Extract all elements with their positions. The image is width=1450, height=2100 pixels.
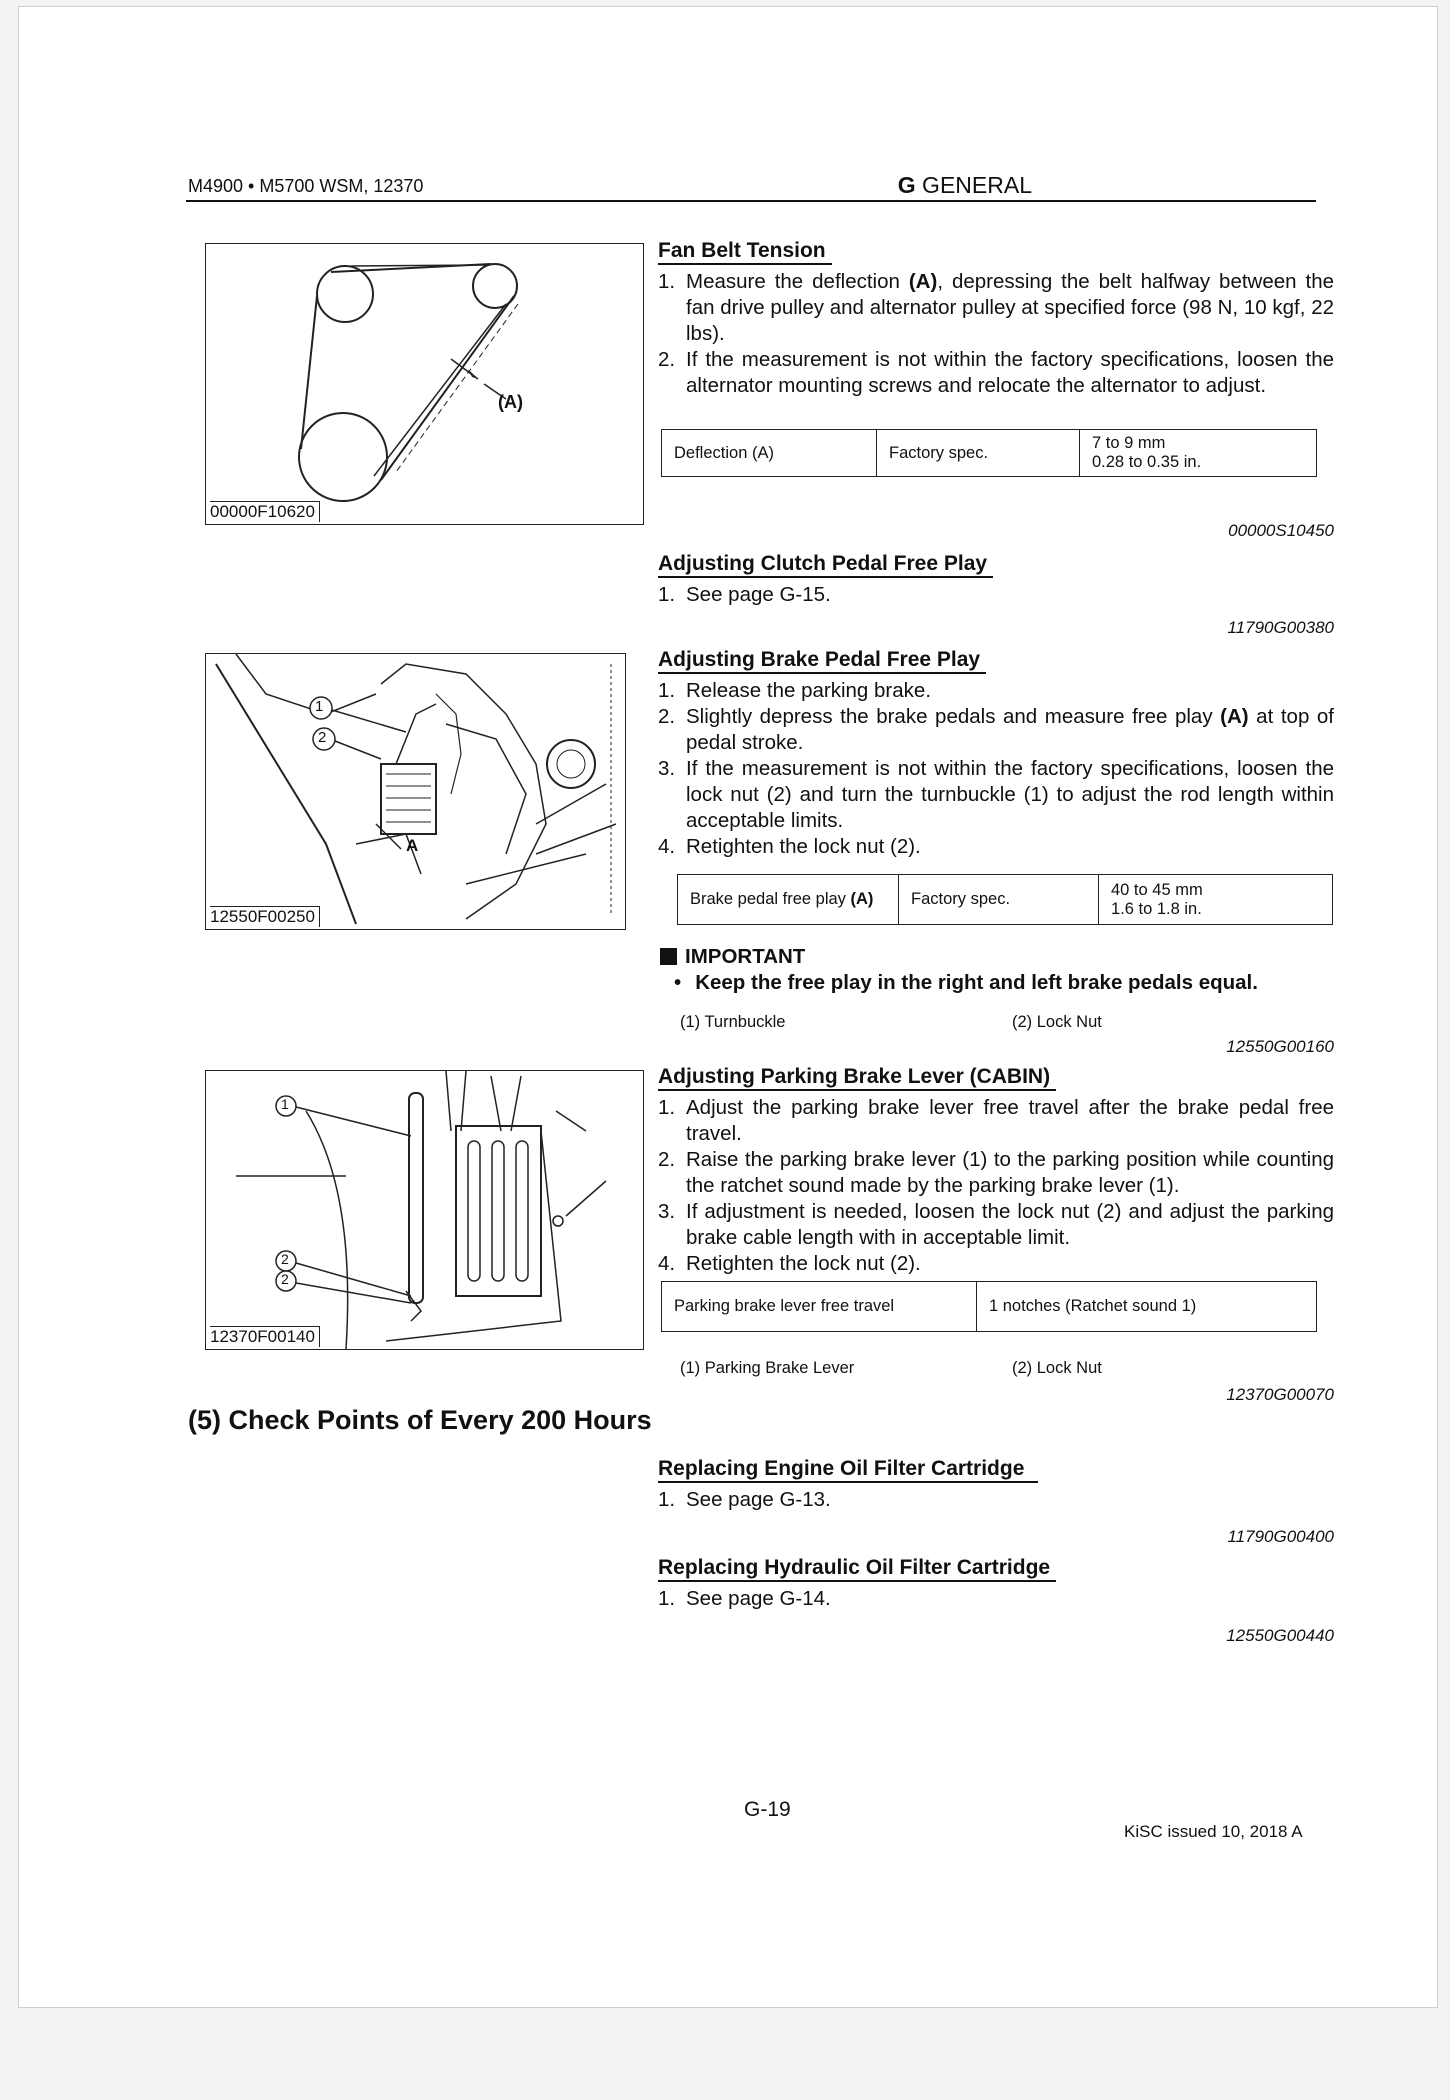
parking-spec-table (661, 1281, 1317, 1332)
section-heading: (5) Check Points of Every 200 Hours (188, 1405, 652, 1435)
page-number: G-19 (744, 1798, 791, 1821)
section-title: Adjusting Parking Brake Lever (CABIN) (658, 1065, 1056, 1091)
step: 2. Slightly depress the brake pedals and measure free play (A) at top of pedal stroke. (658, 705, 1335, 754)
parking-brake-figure (205, 1070, 644, 1350)
section-title: Replacing Engine Oil Filter Cartridge (658, 1457, 1038, 1483)
step: 1. Measure the deflection (A), depressing the belt halfway between the fan drive pulley and alternator pulley at specified force (98 N, 10 kgf, 22 lbs). (658, 270, 1334, 345)
ref-code: 00000S10450 (1228, 521, 1334, 540)
step: 1. See page G-13. (658, 1488, 831, 1511)
callout-1: 1 (315, 698, 324, 715)
spec-item: Parking brake lever free travel (662, 1282, 977, 1332)
header-rule (186, 200, 1316, 202)
section-title: Fan Belt Tension (658, 239, 832, 265)
spec-value: 1 notches (Ratchet sound 1) (977, 1282, 1317, 1332)
figure-code: 00000F10620 (210, 501, 320, 522)
fan-belt-diagram (206, 244, 643, 524)
brake-pedal-figure (205, 653, 626, 930)
clutch-section (658, 551, 1334, 608)
header-section: G GENERAL (897, 172, 1032, 198)
step: 1. See page G-14. (658, 1587, 831, 1610)
ref-code: 12550G00440 (1226, 1626, 1334, 1645)
ref-code: 11790G00400 (1227, 1527, 1334, 1546)
legend-item: (1) Turnbuckle (680, 1013, 786, 1031)
step: 1. Release the parking brake. (658, 679, 932, 702)
ref-code: 12370G00070 (1226, 1385, 1334, 1404)
legend-item: (2) Lock Nut (1012, 1013, 1102, 1031)
callout-2: 2 (281, 1251, 289, 1267)
legend-item: (1) Parking Brake Lever (680, 1359, 855, 1377)
ref-code: 11790G00380 (1227, 618, 1334, 637)
spec-value: 7 to 9 mm 0.28 to 0.35 in. (1080, 430, 1317, 477)
spec-value: 40 to 45 mm 1.6 to 1.8 in. (1099, 875, 1333, 925)
issue-note: KiSC issued 10, 2018 A (1124, 1822, 1303, 1841)
important-note: • Keep the free play in the right and left brake pedals equal. (674, 971, 1258, 994)
callout-2: 2 (318, 729, 327, 746)
step: 2. If the measurement is not within the factory specifications, loosen the alternator mounting screws and relocate the alternator to adjust. (658, 348, 1334, 397)
step: 4. Retighten the lock nut (2). (658, 835, 921, 858)
figure-code: 12370F00140 (210, 1326, 320, 1347)
step: 4. Retighten the lock nut (2). (658, 1252, 921, 1275)
fan-belt-label-a: (A) (498, 392, 523, 412)
step: 1. See page G-15. (658, 583, 831, 606)
ref-code: 12550G00160 (1226, 1037, 1334, 1056)
step: 2. Raise the parking brake lever (1) to the parking position while counting the ratchet sound made by the parking brake lever (1). (658, 1148, 1334, 1197)
spec-item: Brake pedal free play (A) (678, 875, 899, 925)
section-title: Adjusting Brake Pedal Free Play (658, 648, 986, 674)
brake-section (658, 647, 1334, 860)
step: 3. If adjustment is needed, loosen the lock nut (2) and adjust the parking brake cable length with in acceptable limit. (658, 1200, 1334, 1249)
brake-pedal-illustration (206, 654, 625, 929)
fan-belt-figure (205, 243, 644, 525)
step: 3. If the measurement is not within the factory specifications, loosen the lock nut (2) and turn the turnbuckle (1) to adjust the rod length within acceptable limits. (658, 757, 1334, 832)
brake-spec-table (677, 874, 1333, 925)
spec-item: Deflection (A) (662, 430, 877, 477)
important-square-icon (660, 948, 677, 965)
engine-oil-section (658, 1456, 1334, 1513)
spec-type: Factory spec. (899, 875, 1099, 925)
callout-2b: 2 (281, 1271, 289, 1287)
important-heading: IMPORTANT (660, 945, 805, 969)
section-title: Replacing Hydraulic Oil Filter Cartridge (658, 1556, 1056, 1582)
hydraulic-section (658, 1555, 1334, 1612)
parking-section (658, 1064, 1334, 1277)
spec-type: Factory spec. (877, 430, 1080, 477)
parking-brake-illustration (206, 1071, 643, 1349)
callout-1: 1 (281, 1096, 289, 1112)
free-play-label-a: A (406, 836, 419, 855)
figure-code: 12550F00250 (210, 906, 320, 927)
fan-belt-spec-table (661, 429, 1317, 477)
header-model: M4900 • M5700 WSM, 12370 (188, 176, 424, 196)
fan-belt-section (658, 238, 1334, 399)
section-title: Adjusting Clutch Pedal Free Play (658, 552, 993, 578)
legend-item: (2) Lock Nut (1012, 1359, 1102, 1377)
step: 1. Adjust the parking brake lever free travel after the brake pedal free travel. (658, 1096, 1334, 1145)
